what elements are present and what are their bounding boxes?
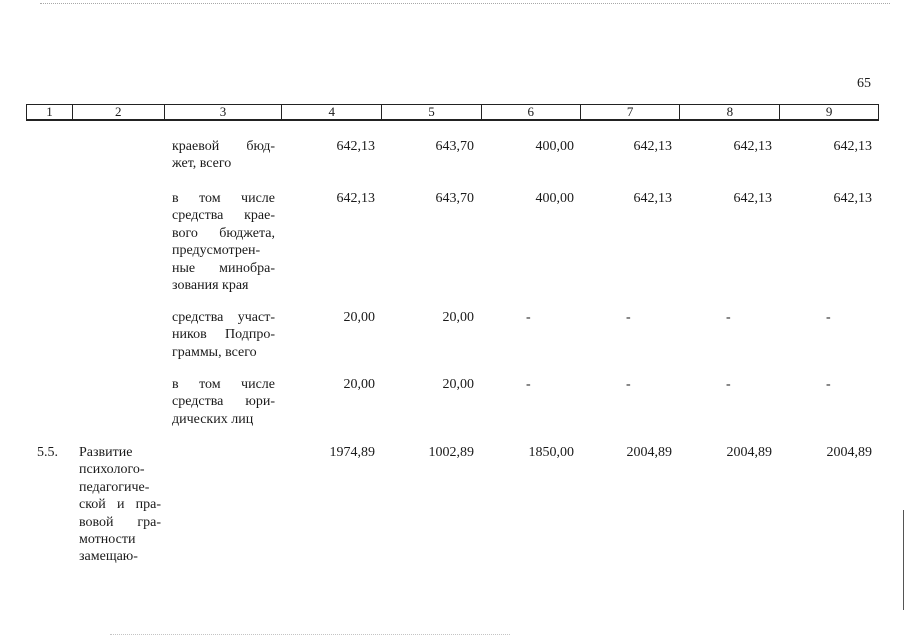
value-col-9: -	[826, 377, 831, 392]
header-col-6: 6	[482, 105, 581, 119]
value-col-6: 400,00	[535, 139, 574, 154]
header-col-8: 8	[680, 105, 780, 119]
header-col-5: 5	[382, 105, 482, 119]
value-col-4: 642,13	[336, 191, 375, 206]
value-col-9: -	[826, 310, 831, 325]
row-description: в том числе средства юри-дических лиц	[172, 377, 275, 427]
value-col-7: 2004,89	[626, 445, 672, 460]
page-number: 65	[857, 76, 871, 91]
value-col-6: 1850,00	[528, 445, 574, 460]
header-col-2: 2	[73, 105, 165, 119]
value-col-9: 2004,89	[826, 445, 872, 460]
scan-artifact-top	[40, 3, 890, 4]
value-col-4: 20,00	[343, 377, 375, 392]
value-col-5: 1002,89	[428, 445, 474, 460]
scan-edge-line	[903, 510, 904, 610]
value-col-5: 643,70	[435, 139, 474, 154]
value-col-7: 642,13	[633, 191, 672, 206]
scan-artifact-bottom	[110, 634, 510, 635]
header-col-1: 1	[27, 105, 73, 119]
value-col-8: 642,13	[733, 139, 772, 154]
value-col-7: -	[626, 310, 631, 325]
value-col-7: 642,13	[633, 139, 672, 154]
value-col-4: 20,00	[343, 310, 375, 325]
row-description: средства участ-ников Подпро-граммы, всего	[172, 310, 275, 360]
table-header-row	[26, 104, 879, 121]
value-col-5: 643,70	[435, 191, 474, 206]
value-col-4: 1974,89	[329, 445, 375, 460]
value-col-7: -	[626, 377, 631, 392]
value-col-8: -	[726, 377, 731, 392]
value-col-5: 20,00	[442, 377, 474, 392]
value-col-8: -	[726, 310, 731, 325]
row-description: краевой бюд-жет, всего	[172, 139, 275, 172]
value-col-4: 642,13	[336, 139, 375, 154]
value-col-8: 642,13	[733, 191, 772, 206]
value-col-6: 400,00	[535, 191, 574, 206]
value-col-5: 20,00	[442, 310, 474, 325]
value-col-9: 642,13	[833, 139, 872, 154]
value-col-6: -	[526, 377, 531, 392]
value-col-6: -	[526, 310, 531, 325]
header-col-7: 7	[581, 105, 681, 119]
value-col-9: 642,13	[833, 191, 872, 206]
row-description: в том числе средства крае-вого бюджета, предусмотрен-ные минобра-зования края	[172, 191, 275, 294]
header-col-4: 4	[282, 105, 382, 119]
header-col-9: 9	[825, 104, 833, 119]
row-activity-name: Развитие психолого-педагогиче-ской и пра-вовой гра-мотности замещаю-	[79, 445, 161, 565]
value-col-8: 2004,89	[726, 445, 772, 460]
row-number: 5.5.	[37, 445, 58, 460]
header-col-3: 3	[165, 105, 283, 119]
